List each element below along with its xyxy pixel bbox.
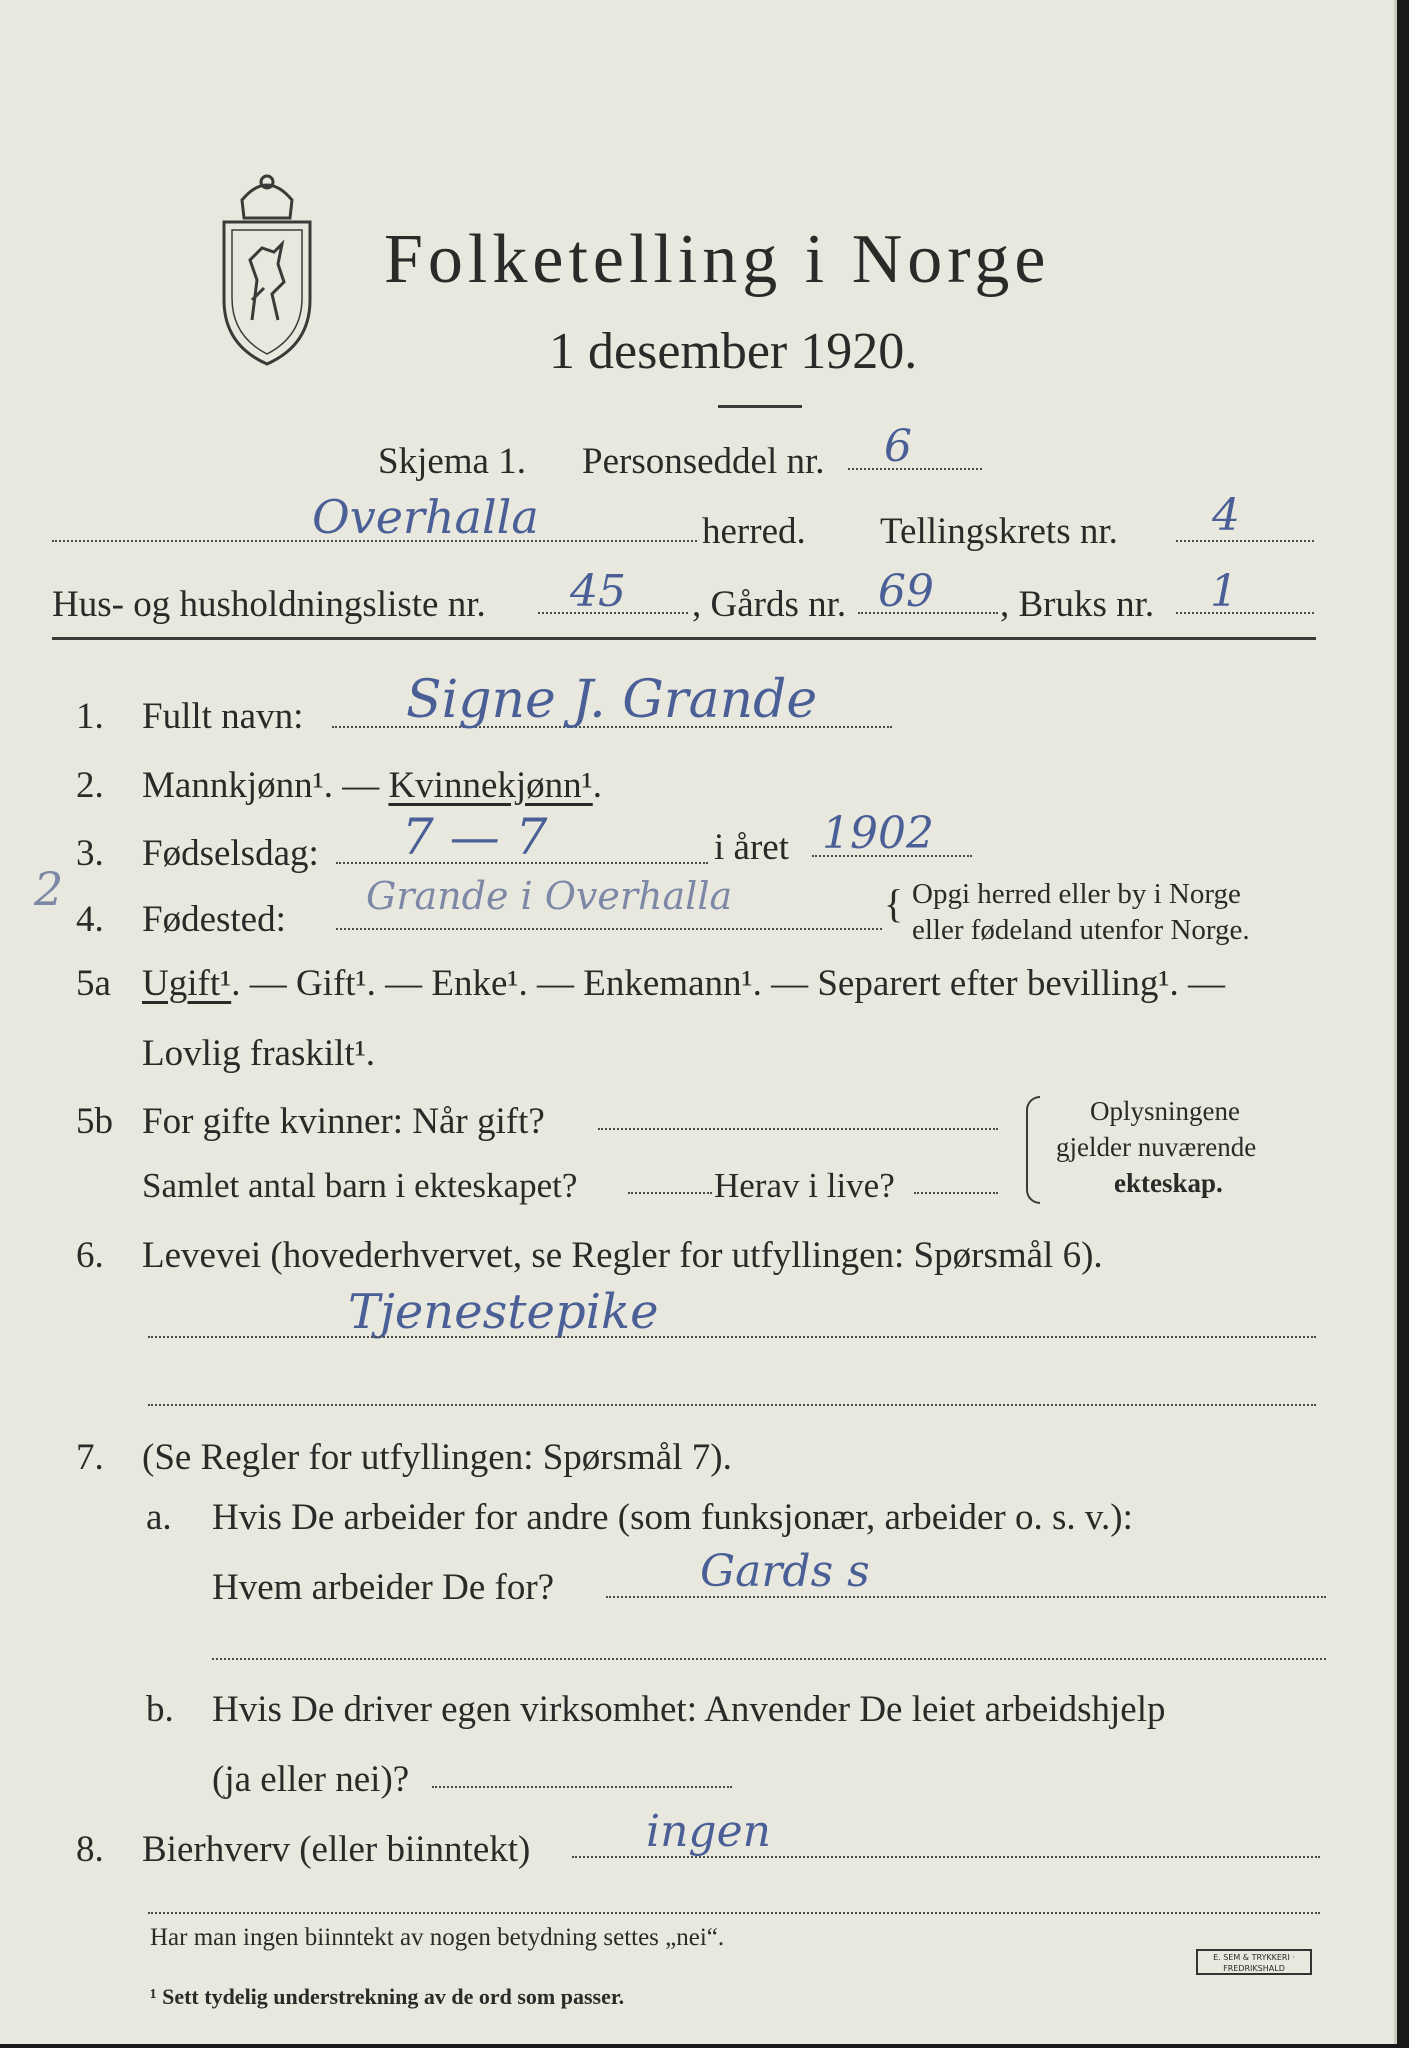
q3-label: Fødselsdag: (142, 833, 319, 874)
personseddel-label: Personseddel nr. (582, 441, 825, 482)
q7b-question: (ja eller nei)? (212, 1759, 410, 1800)
footer-note: Har man ingen biinntekt av nogen betydning settes „nei“. (150, 1924, 725, 1951)
q4-note-1: Opgi herred eller by i Norge (912, 878, 1241, 910)
gards-value[interactable]: 69 (878, 566, 934, 617)
q3-year-value[interactable]: 1902 (822, 808, 934, 859)
q7a-letter: a. (146, 1497, 172, 1538)
q6-line-2 (148, 1404, 1316, 1406)
q5b-note-2: gjelder nuværende (1056, 1132, 1257, 1162)
q5b-note-3: ekteskap. (1114, 1168, 1223, 1198)
q3-day-value[interactable]: 7 — 7 (402, 808, 548, 866)
q7a-value[interactable]: Gards s (700, 1546, 870, 1597)
q6-value[interactable]: Tjenestepike (348, 1284, 659, 1340)
herred-value[interactable]: Overhalla (312, 490, 539, 544)
q7b-line (432, 1786, 732, 1788)
q6-label: Levevei (hovederhvervet, se Regler for utfyllingen: Spørsmål 6). (142, 1235, 1103, 1276)
title-divider (718, 405, 802, 408)
q1-number: 1. (76, 696, 104, 737)
q5b-alive-label: Herav i live? (714, 1166, 895, 1205)
q7a-question: Hvem arbeider De for? (212, 1567, 555, 1608)
skjema-label: Skjema 1. (378, 441, 526, 482)
q7b-text: Hvis De driver egen virksomhet: Anvender De leiet arbeidshjelp (212, 1689, 1166, 1730)
q4-number: 4. (76, 899, 104, 940)
q5b-alive-line (914, 1192, 998, 1194)
q5b-number: 5b (76, 1101, 113, 1142)
q7-label: (Se Regler for utfyllingen: Spørsmål 7). (142, 1437, 732, 1478)
q6-line-1 (148, 1336, 1316, 1338)
q1-value[interactable]: Signe J. Grande (406, 670, 818, 730)
herred-label: herred. (702, 511, 806, 552)
bruks-line (1176, 612, 1314, 614)
printer-stamp: E. SEM & TRYKKERI · FREDRIKSHALD (1196, 1949, 1312, 1975)
q5a-other-options[interactable]: . — Gift¹. — Enke¹. — Enkemann¹. — Separert efter bevilling¹. — (231, 963, 1225, 1004)
q5b-married-line (598, 1128, 998, 1130)
bruks-value[interactable]: 1 (1210, 566, 1238, 617)
q2-number: 2. (76, 765, 104, 806)
footer-note-2: ¹ Sett tydelig understrekning av de ord som passer. (150, 1984, 625, 2009)
q7a-line-2 (212, 1658, 1326, 1660)
q4-margin-mark: 2 (34, 862, 64, 916)
q4-note-2: eller fødeland utenfor Norge. (912, 914, 1250, 946)
q3-number: 3. (76, 833, 104, 874)
q2-option-female[interactable]: Kvinnekjønn¹ (388, 765, 593, 806)
q5b-children-line (628, 1192, 712, 1194)
q2-period: . (592, 765, 602, 806)
personseddel-line (848, 468, 982, 470)
q5b-married-label: For gifte kvinner: Når gift? (142, 1101, 545, 1142)
q7-number: 7. (76, 1437, 104, 1478)
q5b-children-label: Samlet antal barn i ekteskapet? (142, 1166, 578, 1205)
census-date: 1 desember 1920. (549, 323, 918, 380)
q4-value[interactable]: Grande i Overhalla (366, 874, 733, 918)
q8-line-2 (148, 1912, 1320, 1914)
q6-number: 6. (76, 1235, 104, 1276)
tellingskrets-label: Tellingskrets nr. (880, 511, 1118, 552)
hus-label: Hus- og husholdningsliste nr. (52, 584, 486, 625)
tellingskrets-value[interactable]: 4 (1212, 490, 1240, 541)
personseddel-value[interactable]: 6 (884, 421, 912, 472)
form-title: Folketelling i Norge (384, 221, 1051, 298)
q8-label: Bierhverv (eller biinntekt) (142, 1829, 531, 1870)
q5b-bracket (1026, 1096, 1040, 1204)
q7b-letter: b. (146, 1689, 174, 1730)
q5b-note-1: Oplysningene (1090, 1096, 1240, 1126)
gards-label: , Gårds nr. (692, 584, 847, 625)
q7a-text: Hvis De arbeider for andre (som funksjonær, arbeider o. s. v.): (212, 1497, 1133, 1538)
q4-line (336, 928, 882, 930)
q3-year-label: i året (714, 827, 789, 868)
q5a-options (142, 962, 1225, 1005)
q4-label: Fødested: (142, 899, 286, 940)
norway-coat-of-arms-icon (212, 160, 322, 368)
q2-label (142, 764, 602, 807)
q1-label: Fullt navn: (142, 696, 304, 737)
q8-value[interactable]: ingen (646, 1806, 771, 1857)
bruks-label: , Bruks nr. (1000, 584, 1155, 625)
q5a-option-fraskilt[interactable]: Lovlig fraskilt¹. (142, 1033, 376, 1074)
q4-note-brace: { (884, 881, 904, 926)
hus-value[interactable]: 45 (570, 566, 626, 617)
q8-number: 8. (76, 1829, 104, 1870)
q5a-option-ugift[interactable]: Ugift¹ (142, 963, 232, 1004)
header-rule (52, 637, 1316, 640)
tellingskrets-line (1176, 540, 1314, 542)
q2-option-male[interactable]: Mannkjønn¹. — (142, 765, 389, 806)
q5a-number: 5a (76, 963, 111, 1004)
